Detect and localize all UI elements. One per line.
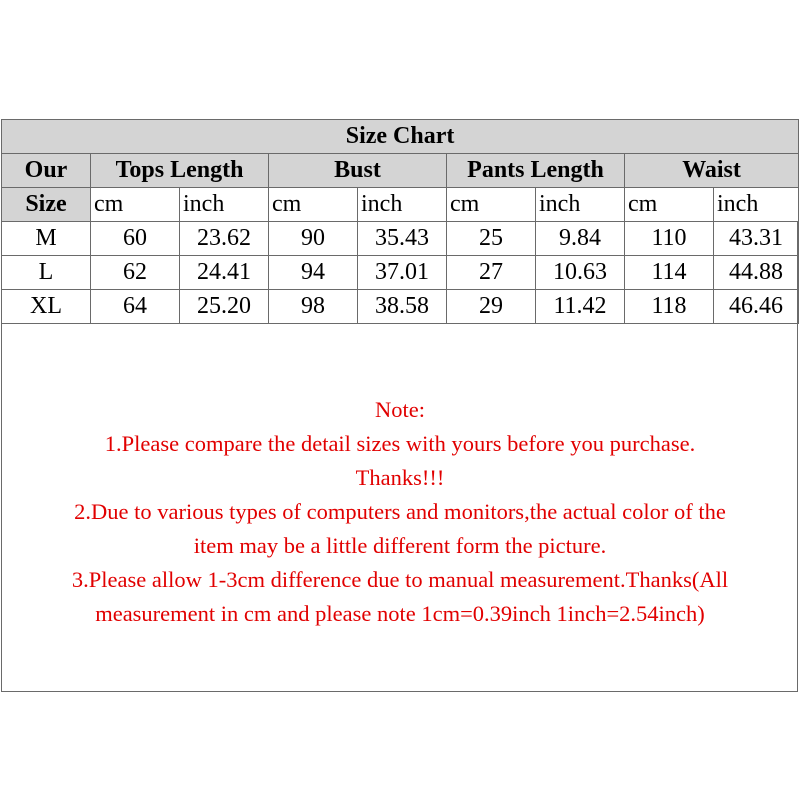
size-cell: L: [2, 256, 91, 290]
table-cell: 11.42: [536, 290, 625, 324]
note-line: Thanks!!!: [355, 465, 445, 490]
table-cell: 98: [269, 290, 358, 324]
chart-title: Size Chart: [2, 120, 799, 154]
size-header-line2: Size: [2, 188, 91, 222]
table-cell: 60: [91, 222, 180, 256]
note-line: 1.Please compare the detail sizes with yours before you purchase.: [104, 431, 696, 456]
note-block: [0, 393, 800, 631]
header-row: [2, 154, 799, 188]
table-row: [2, 290, 799, 324]
unit-cm: cm: [447, 188, 536, 222]
table-cell: 94: [269, 256, 358, 290]
table-cell: 25.20: [180, 290, 269, 324]
unit-inch: inch: [180, 188, 269, 222]
table-cell: 114: [625, 256, 714, 290]
unit-cm: cm: [625, 188, 714, 222]
table-row: [2, 256, 799, 290]
note-heading: Note:: [375, 397, 425, 422]
note-line: item may be a little different form the picture.: [193, 533, 607, 558]
table-cell: 9.84: [536, 222, 625, 256]
size-cell: XL: [2, 290, 91, 324]
bust-header: Bust: [269, 154, 447, 188]
table-cell: 10.63: [536, 256, 625, 290]
table-cell: 35.43: [358, 222, 447, 256]
size-chart-table: [1, 119, 799, 324]
tops-length-header: Tops Length: [91, 154, 269, 188]
unit-inch: inch: [536, 188, 625, 222]
unit-cm: cm: [269, 188, 358, 222]
table-cell: 64: [91, 290, 180, 324]
table-cell: 37.01: [358, 256, 447, 290]
unit-row: [2, 188, 799, 222]
note-line: measurement in cm and please note 1cm=0.39inch 1inch=2.54inch): [95, 601, 705, 626]
note-line: 3.Please allow 1-3cm difference due to manual measurement.Thanks(All: [71, 567, 729, 592]
size-header-line1: Our: [2, 154, 91, 188]
unit-inch: inch: [358, 188, 447, 222]
note-line: 2.Due to various types of computers and monitors,the actual color of the: [74, 499, 726, 524]
table-cell: 25: [447, 222, 536, 256]
table-cell: 44.88: [714, 256, 799, 290]
title-row: [2, 120, 799, 154]
table-cell: 62: [91, 256, 180, 290]
table-cell: 90: [269, 222, 358, 256]
pants-length-header: Pants Length: [447, 154, 625, 188]
size-cell: M: [2, 222, 91, 256]
table-cell: 110: [625, 222, 714, 256]
unit-cm: cm: [91, 188, 180, 222]
table-cell: 29: [447, 290, 536, 324]
table-cell: 118: [625, 290, 714, 324]
table-cell: 23.62: [180, 222, 269, 256]
table-cell: 38.58: [358, 290, 447, 324]
unit-inch: inch: [714, 188, 799, 222]
table-cell: 27: [447, 256, 536, 290]
table-cell: 46.46: [714, 290, 799, 324]
table-cell: 24.41: [180, 256, 269, 290]
waist-header: Waist: [625, 154, 799, 188]
table-cell: 43.31: [714, 222, 799, 256]
table-row: [2, 222, 799, 256]
